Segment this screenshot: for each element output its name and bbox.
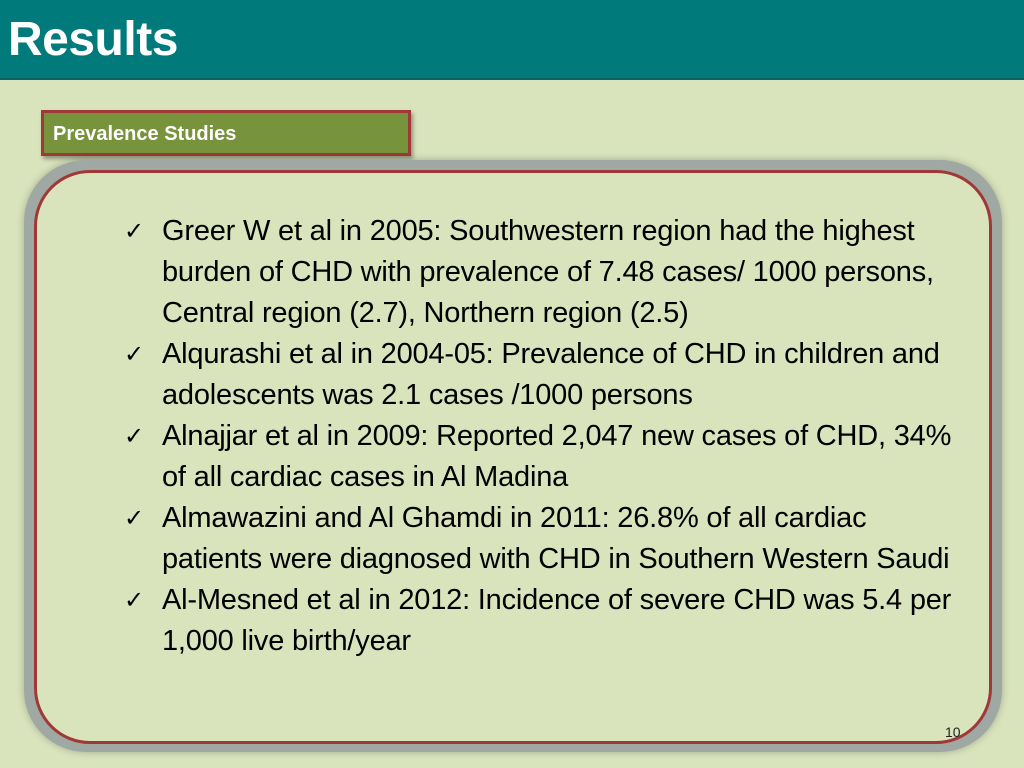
bullet-text: Almawazini and Al Ghamdi in 2011: 26.8% of all cardiac patients were diagnosed with CHD in Southern Western Saudi bbox=[162, 502, 950, 575]
check-icon: ✓ bbox=[124, 423, 144, 450]
bullet-item bbox=[124, 416, 954, 498]
title-bar bbox=[0, 0, 1024, 80]
section-label: Prevalence Studies bbox=[53, 123, 237, 145]
slide-title: Results bbox=[8, 13, 178, 66]
check-icon: ✓ bbox=[124, 587, 144, 614]
section-label-box bbox=[41, 110, 411, 156]
page-number: 10 bbox=[945, 724, 961, 740]
bullet-list bbox=[124, 211, 954, 662]
bullet-text: Alnajjar et al in 2009: Reported 2,047 new cases of CHD, 34% of all cardiac cases in Al Madina bbox=[162, 420, 952, 493]
bullet-item bbox=[124, 334, 954, 416]
bullet-text: Al-Mesned et al in 2012: Incidence of severe CHD was 5.4 per 1,000 live birth/year bbox=[162, 584, 952, 657]
bullet-text: Alqurashi et al in 2004-05: Prevalence of CHD in children and adolescents was 2.1 cases /1000 persons bbox=[162, 338, 940, 411]
bullet-text: Greer W et al in 2005: Southwestern region had the highest burden of CHD with prevalence of 7.48 cases/ 1000 persons, Central region (2.7), Northern region (2.5) bbox=[162, 215, 934, 329]
bullet-item bbox=[124, 498, 954, 580]
check-icon: ✓ bbox=[124, 218, 144, 245]
check-icon: ✓ bbox=[124, 341, 144, 368]
bullet-item bbox=[124, 580, 954, 662]
check-icon: ✓ bbox=[124, 505, 144, 532]
bullet-item bbox=[124, 211, 954, 334]
